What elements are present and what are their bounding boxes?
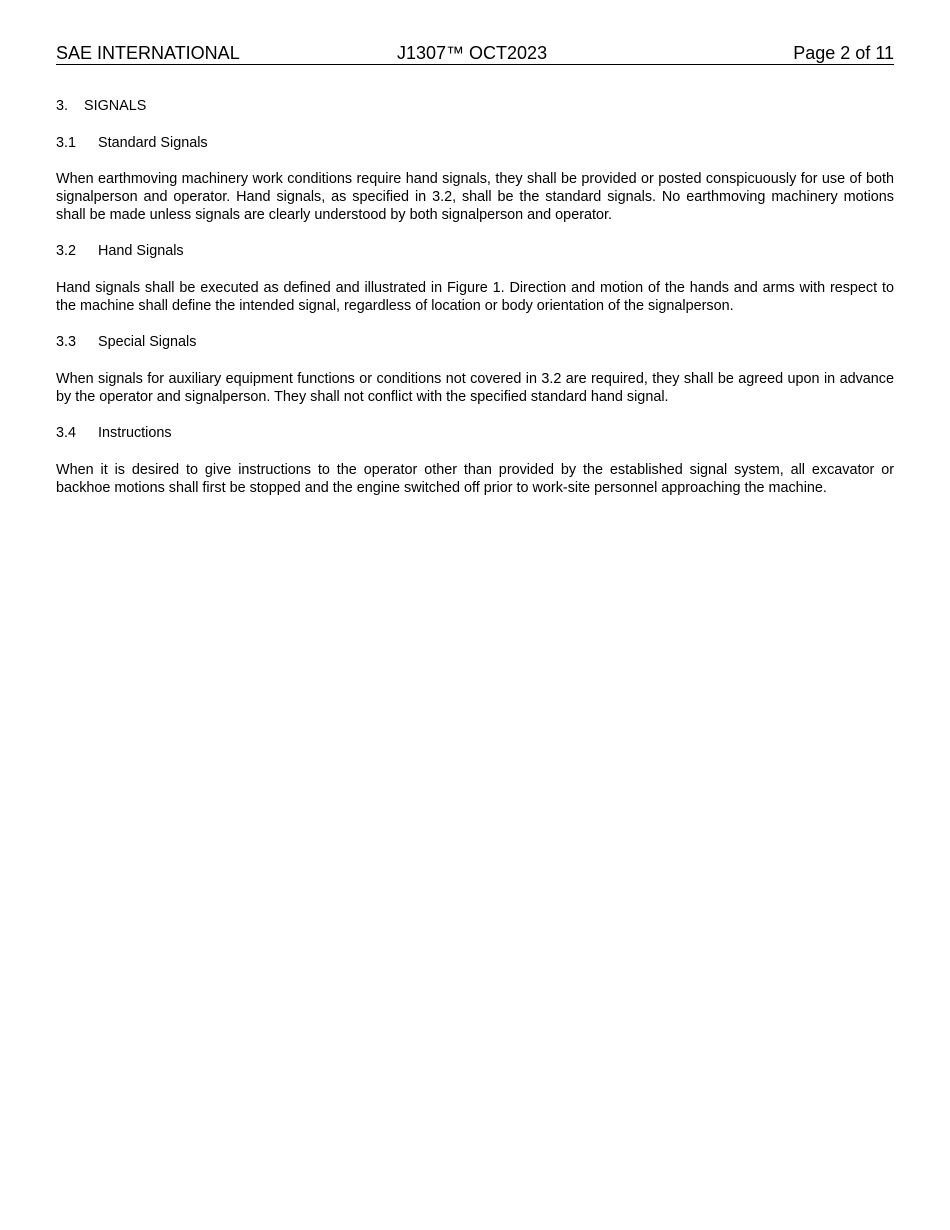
subsection-heading: [56, 424, 894, 442]
section-heading: [56, 97, 894, 115]
subsection-heading: [56, 242, 894, 260]
subsection-heading: [56, 333, 894, 351]
subsection-paragraph: Hand signals shall be executed as defined and illustrated in Figure 1. Direction and motion of the hands and arms with respect to the machine shall define the intended signal, regardless of location or body orientation of the signalperson.: [56, 280, 894, 314]
subsection-title: Hand Signals: [98, 243, 184, 259]
subsection-title: Special Signals: [98, 334, 197, 350]
subsection-title: Instructions: [98, 425, 172, 441]
section-title: SIGNALS: [84, 98, 147, 114]
header-doc-id: J1307™ OCT2023: [397, 43, 548, 63]
subsection-paragraph: When signals for auxiliary equipment functions or conditions not covered in 3.2 are required, they shall be agreed upon in advance by the operator and signalperson. They shall not conflict with the specified standard hand signal.: [56, 371, 894, 405]
page-header: [56, 43, 894, 65]
section-number: 3.: [56, 98, 69, 114]
subsection-number: 3.4: [56, 425, 77, 441]
subsection-paragraph: When earthmoving machinery work conditions require hand signals, they shall be provided or posted conspicuously for use of both signalperson and operator. Hand signals, as specified in 3.2, shall be the standard signals. No earthmoving machinery motions shall be made unless signals are clearly understood by both signalperson and operator.: [56, 171, 894, 223]
subsection-number: 3.2: [56, 243, 77, 259]
subsection-heading: [56, 134, 894, 152]
subsection-paragraph: When it is desired to give instructions to the operator other than provided by the established signal system, all excavator or backhoe motions shall first be stopped and the engine switched off prior to work-site personnel approaching the machine.: [56, 462, 894, 496]
subsection-title: Standard Signals: [98, 135, 208, 151]
subsection-number: 3.1: [56, 135, 77, 151]
subsection-number: 3.3: [56, 334, 77, 350]
header-page-number: Page 2 of 11: [793, 43, 894, 63]
header-org: SAE INTERNATIONAL: [56, 43, 240, 63]
